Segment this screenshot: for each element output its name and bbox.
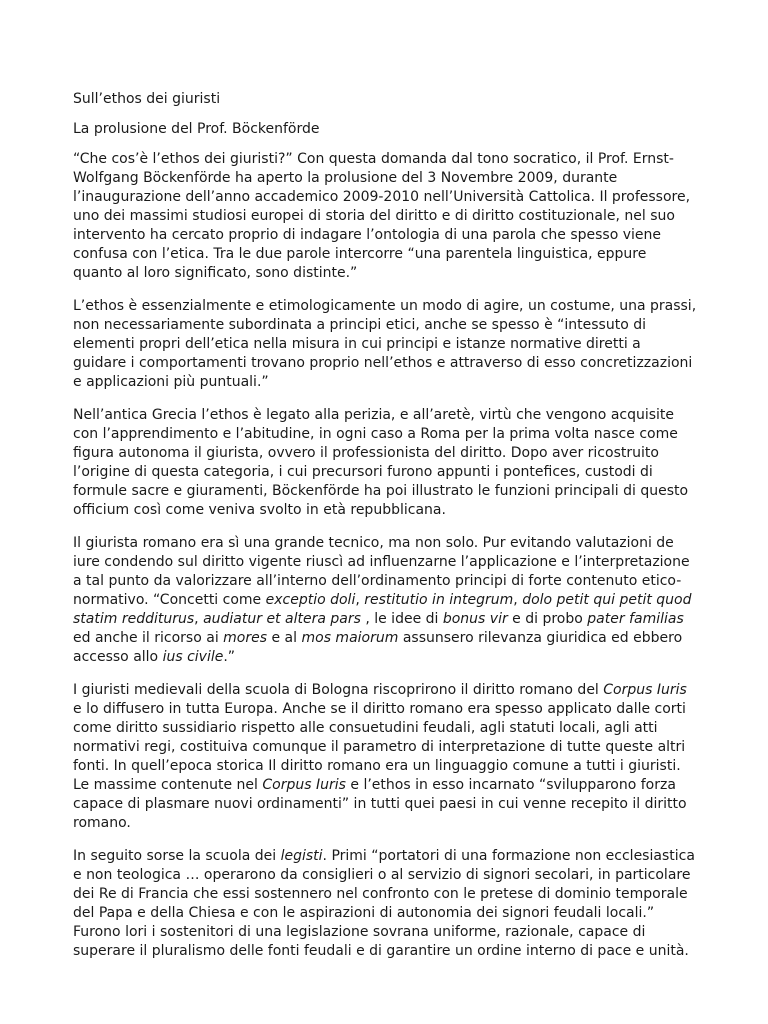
text-run: , le idee di — [360, 611, 443, 627]
paragraph — [73, 847, 698, 961]
text-run: ed anche il ricorso ai — [73, 630, 224, 646]
paragraph — [73, 681, 698, 833]
text-run: e di probo — [507, 611, 588, 627]
text-run: , — [513, 592, 523, 608]
paragraph — [73, 534, 698, 667]
text-run: Il giurista romano era sì una grande tecnico, ma non solo. Pur evitando valutazioni de iure condendo sul diritto vigente riuscì ad influenzarne l’applicazione e l’interpretazione a tal punto da valorizzare all’interno dell’ordinamento principi di forte contenuto etico- normativo. “Concetti come — [73, 535, 690, 608]
italic-text: legisti — [280, 848, 323, 864]
italic-text: ius civile — [162, 649, 224, 665]
text-run: e l’ethos in esso incarnato “svilupparono forza capace di plasmare nuovi ordinamenti” in tutti quei paesi in cui venne recepito il diritto romano. — [73, 777, 687, 831]
text-run: , — [194, 611, 204, 627]
text-run: , — [355, 592, 365, 608]
text-run: I giuristi medievali della scuola di Bologna riscoprirono il diritto romano del — [73, 682, 604, 698]
paragraph — [73, 150, 698, 283]
text-run: “Che cos’è l’ethos dei giuristi?” Con questa domanda dal tono socratico, il Prof. Ernst-Wolfgang Böckenförde ha aperto la prolusione del 3 Novembre 2009, durante l’inaugurazione dell’anno accademico 2009-2010 nell’Università Cattolica. Il professore, uno dei massimi studiosi europei di storia del diritto e di diritto costituzionale, nel suo intervento ha cercato proprio di indagare l’ontologia di una parola che spesso viene confusa con l’etica. Tra le due parole intercorre “una parentela linguistica, eppure quanto al loro significato, sono distinte.” — [73, 151, 691, 281]
italic-text: bonus vir — [442, 611, 508, 627]
italic-text: dolo petit qui petit quod statim redditurus — [73, 592, 692, 627]
text-run: Nell’antica Grecia l’ethos è legato alla perizia, e all’aretè, virtù che vengono acquisite con l’apprendimento e l’abitudine, in ogni caso a Roma per la prima volta nasce come figura autonoma il giurista, ovvero il professionista del diritto. Dopo aver ricostruito l’origine di questa categoria, i cui precursori furono appunti i pontefices, custodi di formule sacre e giuramenti, Böckenförde ha poi illustrato le funzioni principali di questo officium così come veniva svolto in età repubblicana. — [73, 407, 689, 518]
italic-text: pater familias — [587, 611, 684, 627]
text-run: . Primi “portatori di una formazione non ecclesiastica e non teologica … operarono da consiglieri o al servizio di signori secolari, in particolare dei Re di Francia che essi sostennero nel confronto con le pretese di dominio temporale del Papa e della Chiesa e con le aspirazioni di autonomia dei signori feudali locali.” Furono lori i sostenitori di una legislazione sovrana uniforme, razionale, capace di superare il pluralismo delle fonti feudali e di garantire un ordine interno di pace e unità. — [73, 848, 695, 959]
italic-text: audiatur et altera pars — [203, 611, 361, 627]
italic-text: mores — [223, 630, 268, 646]
text-run: In seguito sorse la scuola dei — [73, 848, 281, 864]
paragraph — [73, 406, 698, 520]
paragraph — [73, 297, 698, 392]
italic-text: mos maiorum — [301, 630, 399, 646]
document-heading: Sull’ethos dei giuristi — [73, 91, 221, 107]
italic-text: Corpus Iuris — [603, 682, 687, 698]
text-run: e lo diffusero in tutta Europa. Anche se il diritto romano era spesso applicato dalle corti come diritto sussidiario rispetto alle consuetudini feudali, agli statuti locali, agli atti normativi regi, costituiva comunque il parametro di interpretazione di tutte queste altri fonti. In quell’epoca storica Il diritto romano era un linguaggio comune a tutti i giuristi. Le massime contenute nel — [73, 701, 686, 793]
text-run: .” — [223, 649, 236, 665]
italic-text: exceptio doli — [265, 592, 356, 608]
document-subheading: La prolusione del Prof. Böckenförde — [73, 121, 320, 137]
text-run: L’ethos è essenzialmente e etimologicamente un modo di agire, un costume, una prassi, non necessariamente subordinata a principi etici, anche se spesso è “intessuto di elementi propri dell’etica nella misura in cui principi e istanze normative diretti a guidare i comportamenti trovano proprio nell’ethos e attraverso di esso concretizzazioni e applicazioni più puntuali.” — [73, 298, 697, 390]
italic-text: restitutio in integrum — [364, 592, 514, 608]
italic-text: Corpus Iuris — [262, 777, 346, 793]
document-body — [73, 150, 698, 961]
text-run: assunsero rilevanza giuridica ed ebbero accesso allo — [73, 630, 683, 665]
text-run: e al — [267, 630, 302, 646]
